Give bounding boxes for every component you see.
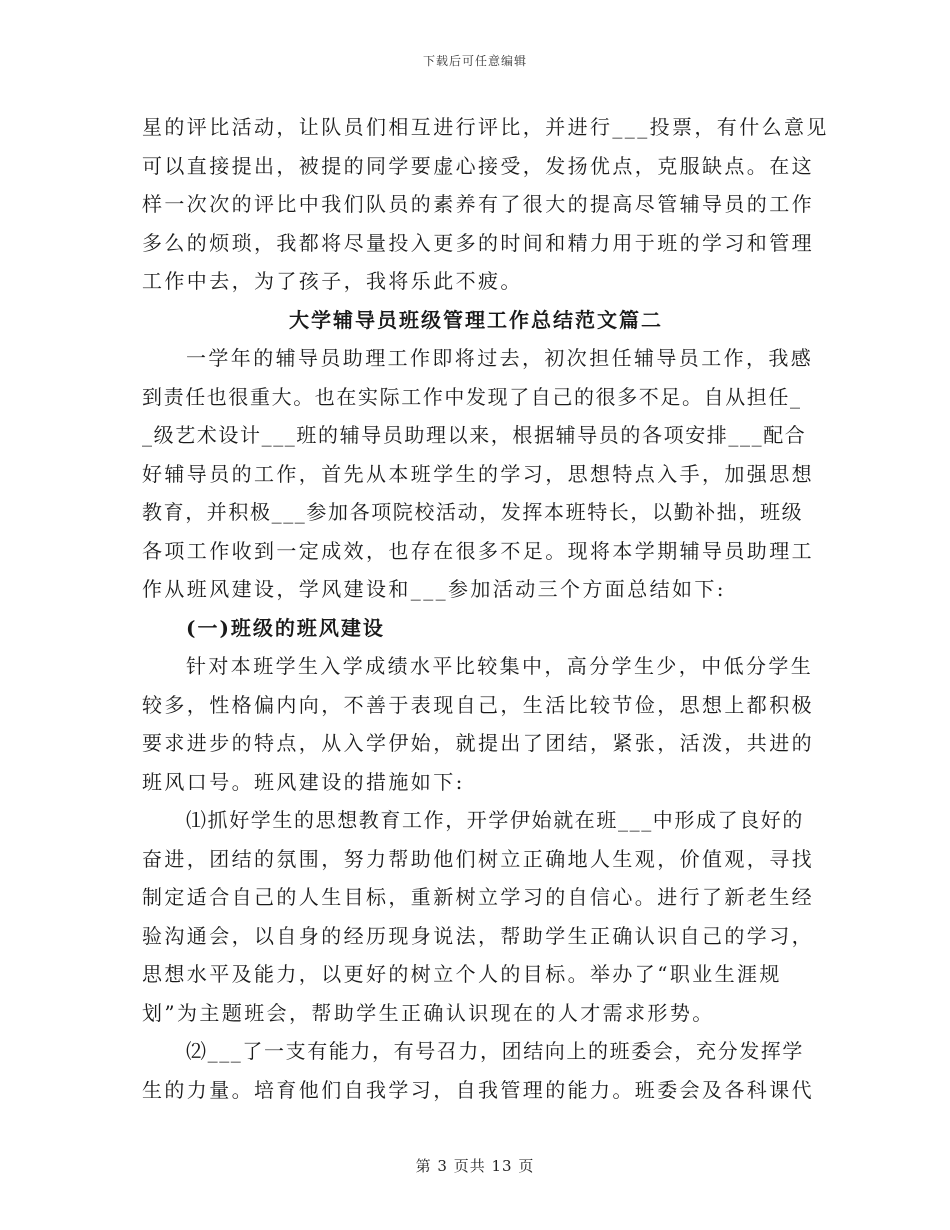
body-line: 样一次次的评比中我们队员的素养有了很大的提高尽管辅导员的工作 [142,192,814,216]
body-line: 奋进，团结的氛围，努力帮助他们树立正确地人生观，价值观，寻找 [142,846,814,871]
body-line: 班风口号。班风建设的措施如下: [142,769,465,794]
body-line: 要求进步的特点，从入学伊始，就提出了团结，紧张，活泼，共进的 [142,731,814,755]
body-line: 多么的烦琐，我都将尽量投入更多的时间和精力用于班的学习和管理 [142,230,814,255]
body-line: 一学年的辅导员助理工作即将过去，初次担任辅导员工作，我感 [186,346,814,370]
body-line: 验沟通会，以自身的经历现身说法，帮助学生正确认识自己的学习， [142,923,814,948]
body-line: 生的力量。培育他们自我学习，自我管理的能力。班委会及各科课代 [142,1077,814,1102]
body-line: 较多，性格偏内向，不善于表现自己，生活比较节俭，思想上都积极 [142,692,814,717]
body-line: 思想水平及能力，以更好的树立个人的目标。举办了“职业生涯规 [142,962,782,986]
body-line: 工作中去，为了孩子，我将乐此不疲。 [142,269,523,293]
body-line: 星的评比活动，让队员们相互进行评比，并进行___投票，有什么意见 [142,115,829,139]
body-line: 划”为主题班会，帮助学生正确认识现在的人才需求形势。 [142,1000,715,1025]
body-line: _级艺术设计___班的辅导员助理以来，根据辅导员的各项安排___配合 [142,423,807,447]
body-line: ⑵___了一支有能力，有号召力，团结向上的班委会，充分发挥学 [186,1039,804,1063]
document-body [142,108,829,1109]
body-line: 可以直接提出，被提的同学要虚心接受，发扬优点，克服缺点。在这 [142,153,814,178]
page-number: 第 3 页共 13 页 [415,1157,535,1175]
body-line: ⑴抓好学生的思想教育工作，开学伊始就在班___中形成了良好的 [186,808,804,832]
body-line: 制定适合自己的人生目标，重新树立学习的自信心。进行了新老生经 [142,885,814,909]
subsection-heading: (一)班级的班风建设 [186,615,385,640]
body-line: 教育，并积极___参加各项院校活动，发挥本班特长，以勤补拙，班级 [142,500,804,524]
page-header-note: 下载后可任意编辑 [422,54,527,68]
body-line: 好辅导员的工作，首先从本班学生的学习，思想特点入手，加强思想 [142,461,814,486]
body-line: 各项工作收到一定成效，也存在很多不足。现将本学期辅导员助理工 [142,538,814,563]
body-line: 到责任也很重大。也在实际工作中发现了自己的很多不足。自从担任_ [142,384,802,409]
section-title: 大学辅导员班级管理工作总结范文篇二 [289,307,663,332]
body-line: 作从班风建设，学风建设和___参加活动三个方面总结如下: [142,577,726,601]
body-line: 针对本班学生入学成绩水平比较集中，高分学生少，中低分学生 [186,654,814,678]
